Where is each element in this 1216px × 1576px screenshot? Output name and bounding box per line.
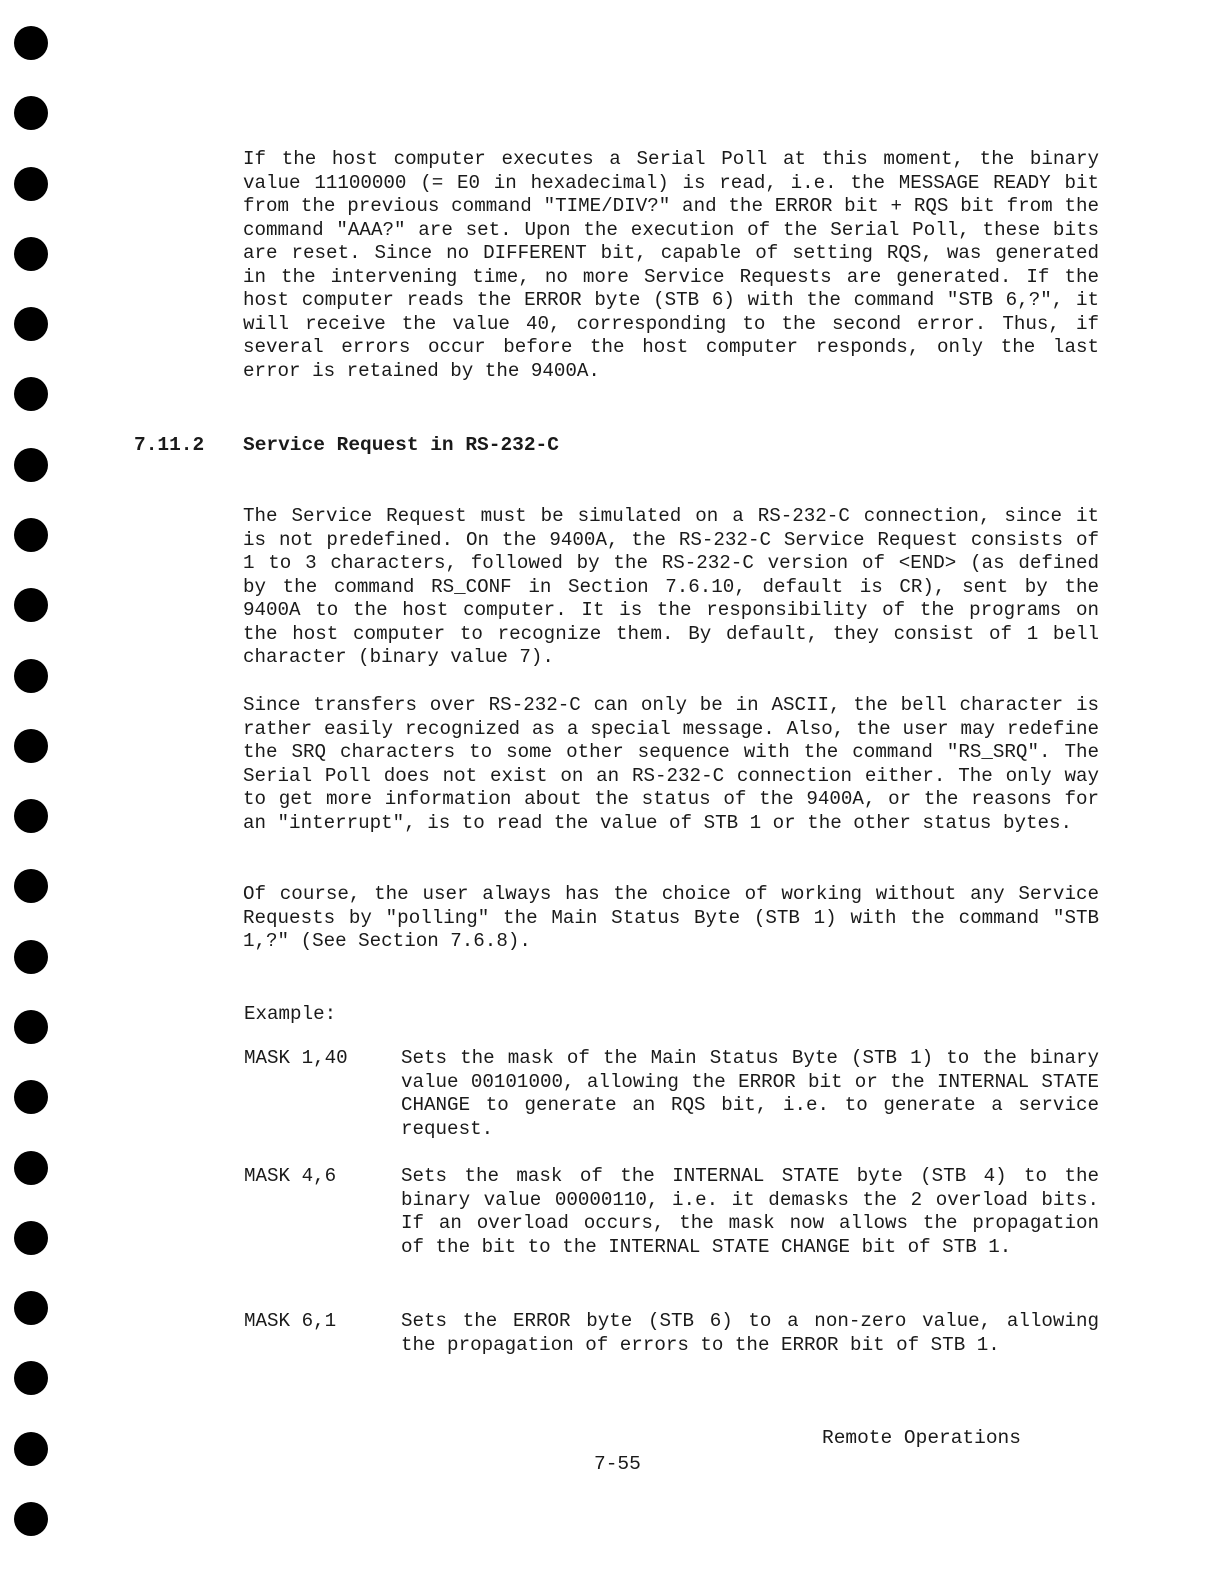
binder-hole-icon	[14, 377, 48, 411]
binder-hole-icon	[14, 1432, 48, 1466]
binder-hole-icon	[14, 940, 48, 974]
binder-hole-icon	[14, 1291, 48, 1325]
example-command: MASK 1,40	[244, 1047, 348, 1069]
section-number: 7.11.2	[134, 434, 205, 456]
paragraph-service-request: The Service Request must be simulated on a RS-232-C connection, since it is not predefined. On the 9400A, the RS-232-C Service Request consists of 1 to 3 characters, followed by the RS-232-C version of <END> (as defined by the command RS_CONF in Section 7.6.10, default is CR), sent by the 9400A to the host computer. It is the responsibility of the programs on the host computer to recognize them. By default, they consist of 1 bell character (binary value 7).	[243, 505, 1099, 668]
binder-hole-icon	[14, 659, 48, 693]
footer-page-number: 7-55	[594, 1453, 641, 1475]
paragraph-ascii-transfers: Since transfers over RS-232-C can only be in ASCII, the bell character is rather easily recognized as a special message. Also, the user may redefine the SRQ characters to some other sequence with the command "RS_SRQ". The Serial Poll does not exist on an RS-232-C connection either. The only way to get more information about the status of the 9400A, or the reasons for an "interrupt", is to read the value of STB 1 or the other status bytes.	[243, 694, 1099, 834]
binder-hole-icon	[14, 307, 48, 341]
section-title: Service Request in RS-232-C	[243, 434, 559, 456]
binder-hole-icon	[14, 869, 48, 903]
footer-section-name: Remote Operations	[822, 1427, 1021, 1449]
binder-hole-icon	[14, 1221, 48, 1255]
paragraph-serial-poll: If the host computer executes a Serial Poll at this moment, the binary value 11100000 (= E0 in hexadecimal) is read, i.e. the MESSAGE READY bit from the previous command "TIME/DIV?" and the ERROR bit + RQS bit from the command "AAA?" are set. Upon the execution of the Serial Poll, these bits are reset. Since no DIFFERENT bit, capable of setting RQS, was generated in the intervening time, no more Service Requests are generated. If the host computer reads the ERROR byte (STB 6) with the command "STB 6,?", it will receive the value 40, corresponding to the second error. Thus, if several errors occur before the host computer responds, only the last error is retained by the 9400A.	[243, 148, 1099, 382]
binder-hole-icon	[14, 448, 48, 482]
binder-hole-icon	[14, 237, 48, 271]
binder-hole-icon	[14, 1361, 48, 1395]
binder-hole-icon	[14, 96, 48, 130]
binder-hole-icon	[14, 167, 48, 201]
example-command: MASK 4,6	[244, 1165, 337, 1187]
example-description: Sets the mask of the INTERNAL STATE byte (STB 4) to the binary value 00000110, i.e. it demasks the 2 overload bits. If an overload occurs, the mask now allows the propagation of the bit to the INTERNAL STATE CHANGE bit of STB 1.	[401, 1165, 1099, 1258]
binder-hole-icon	[14, 26, 48, 60]
example-command: MASK 6,1	[244, 1310, 337, 1332]
example-description: Sets the mask of the Main Status Byte (STB 1) to the binary value 00101000, allowing the ERROR bit or the INTERNAL STATE CHANGE to generate an RQS bit, i.e. to generate a service request.	[401, 1047, 1099, 1140]
binder-hole-icon	[14, 1151, 48, 1185]
example-description: Sets the ERROR byte (STB 6) to a non-zero value, allowing the propagation of errors to the ERROR bit of STB 1.	[401, 1310, 1099, 1356]
binder-hole-icon	[14, 518, 48, 552]
binder-hole-icon	[14, 729, 48, 763]
binder-hole-icon	[14, 1502, 48, 1536]
binder-hole-icon	[14, 799, 48, 833]
binder-hole-icon	[14, 588, 48, 622]
example-label: Example:	[244, 1003, 337, 1025]
binder-holes	[14, 0, 50, 1576]
binder-hole-icon	[14, 1010, 48, 1044]
paragraph-polling: Of course, the user always has the choice of working without any Service Requests by "polling" the Main Status Byte (STB 1) with the command "STB 1,?" (See Section 7.6.8).	[243, 883, 1099, 952]
binder-hole-icon	[14, 1080, 48, 1114]
